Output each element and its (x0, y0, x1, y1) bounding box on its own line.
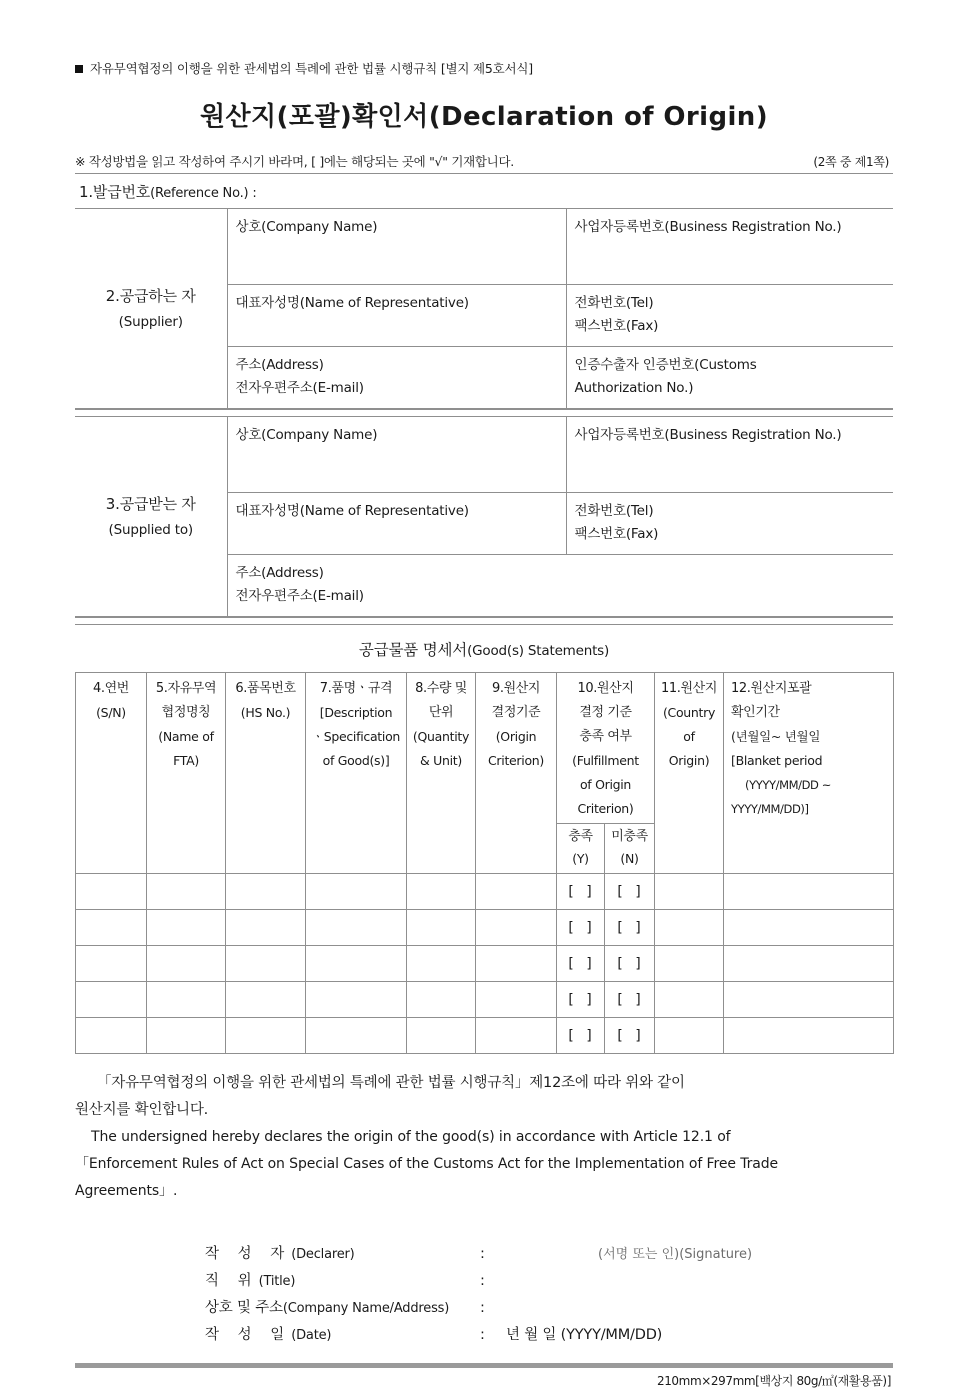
col-hs-no: 6. (235, 681, 247, 696)
cell-sn[interactable] (76, 874, 147, 910)
col-ful-en3: Criterion) (577, 801, 634, 816)
col-desc-en1: [Description (319, 705, 393, 720)
supplied-to-contact-cell[interactable] (566, 493, 893, 555)
col-crit-no: 9. (491, 681, 504, 696)
col-fta-ko2: 협정명칭 (161, 705, 211, 720)
cell-country-of-origin[interactable] (655, 910, 724, 946)
cell-description[interactable] (306, 1018, 407, 1054)
reference-no-row (75, 174, 893, 208)
cell-origin-criterion[interactable] (476, 874, 557, 910)
cell-fta[interactable] (147, 1018, 226, 1054)
company-colon: : (480, 1300, 485, 1316)
cell-fta[interactable] (147, 982, 226, 1018)
reference-no-label-en: (Reference No.) : (150, 186, 257, 201)
declarer-label-en: (Declarer) (291, 1247, 355, 1262)
supplier-email-label: 전자우편주소(E-mail) (235, 380, 364, 396)
col-ful-en1: (Fulfillment (572, 753, 639, 768)
col-ful-ko: 원산지 (597, 681, 634, 696)
checkbox-fulfill-yes[interactable]: [ ] (557, 874, 605, 910)
page-content (75, 60, 893, 1389)
checkbox-fulfill-no[interactable]: [ ] (605, 874, 655, 910)
declarer-colon: : (480, 1246, 485, 1262)
cell-sn[interactable] (76, 910, 147, 946)
supplied-to-company-name-label: 상호(Company Name) (235, 427, 378, 443)
col-crit-en1: (Origin (495, 729, 537, 744)
cell-quantity[interactable] (407, 946, 476, 982)
cell-country-of-origin[interactable] (655, 946, 724, 982)
cell-hs[interactable] (226, 1018, 306, 1054)
notice-text: ※ 작성방법을 읽고 작성하여 주시기 바라며, [ ]에는 해당되는 곳에 "√" 기재합니다. (75, 154, 514, 169)
col-ful-n-en: (N) (620, 851, 639, 866)
col-header-quantity (407, 673, 476, 874)
table-row (76, 946, 894, 982)
col-qty-en1: (Quantity (412, 729, 470, 744)
supplier-company-name-cell[interactable] (227, 209, 566, 285)
supplied-to-brn-label: 사업자등록번호(Business Registration No.) (574, 427, 842, 443)
cell-quantity[interactable] (407, 982, 476, 1018)
supplied-to-email-label: 전자우편주소(E-mail) (235, 588, 364, 604)
supplier-fax-label: 팩스번호(Fax) (574, 318, 659, 334)
declarer-label-ko: 작 성 자 (205, 1246, 292, 1262)
supplier-table (75, 208, 893, 409)
col-coo-no: 11. (661, 681, 681, 696)
signature-row-declarer (205, 1241, 893, 1268)
supplier-tel-label: 전화번호(Tel) (574, 295, 654, 311)
supplier-representative-label: 대표자성명(Name of Representative) (235, 295, 469, 311)
page-title: 원산지(포괄)확인서(Declaration of Origin) (200, 102, 768, 132)
col-desc-no: 7. (319, 681, 332, 696)
cell-hs[interactable] (226, 910, 306, 946)
col-header-fulfillment (557, 673, 655, 824)
title-label (205, 1268, 480, 1295)
cell-blanket-period[interactable] (724, 1018, 894, 1054)
cell-blanket-period[interactable] (724, 910, 894, 946)
cell-quantity[interactable] (407, 874, 476, 910)
table-row (76, 910, 894, 946)
col-fta-en1: (Name of (158, 729, 214, 744)
col-header-fta (147, 673, 226, 874)
supplier-address-cell[interactable] (227, 347, 566, 409)
supplied-to-company-name-cell[interactable] (227, 417, 566, 493)
table-row (75, 209, 893, 285)
col-qty-ko: 수량 및 (426, 681, 467, 696)
col-hs-ko: 품목번호 (246, 681, 296, 696)
col-crit-ko2: 결정기준 (491, 705, 541, 720)
section-divider-double (75, 409, 893, 417)
col-ful-n-ko: 미충족 (611, 829, 648, 844)
signature-row-company (205, 1295, 893, 1322)
cell-origin-criterion[interactable] (476, 982, 557, 1018)
cell-country-of-origin[interactable] (655, 982, 724, 1018)
paper-spec: 210mm×297mm[백상지 80g/㎡(재활용품)] (656, 1374, 891, 1388)
col-coo-en1: (Country (662, 705, 716, 720)
checkbox-fulfill-no[interactable]: [ ] (605, 910, 655, 946)
declaration-ko-line-1: 「자유무역협정의 이행을 위한 관세법의 특례에 관한 법률 시행규칙」제12조에 따라 위와 같이 (97, 1075, 685, 1091)
declaration-ko-line-2: 원산지를 확인합니다. (75, 1102, 209, 1118)
col-ful-ko3: 충족 여부 (579, 729, 632, 744)
cell-origin-criterion[interactable] (476, 1018, 557, 1054)
col-qty-no: 8. (415, 681, 427, 696)
supplier-contact-cell[interactable] (566, 285, 893, 347)
cell-fta[interactable] (147, 874, 226, 910)
col-ful-y-en: (Y) (572, 851, 589, 866)
col-blk-en3: (YYYY/MM/DD ~ (745, 778, 831, 792)
company-label-en: (Company Name/Address) (282, 1301, 450, 1316)
supplier-brn-cell[interactable] (566, 209, 893, 285)
supplied-to-representative-label: 대표자성명(Name of Representative) (235, 503, 469, 519)
notice-row (75, 152, 893, 173)
supplied-to-label: 3.공급받는 자 (105, 494, 196, 513)
cell-fta[interactable] (147, 946, 226, 982)
col-ful-no: 10. (577, 681, 597, 696)
declaration-en-line-1: The undersigned hereby declares the origin of the good(s) in accordance with Article 12.1 of (91, 1129, 731, 1145)
declaration-en-line-2: 「Enforcement Rules of Act on Special Cases of the Customs Act for the Implementation of Free Trade (75, 1156, 779, 1172)
supplied-to-label-cell (75, 417, 227, 617)
cell-sn[interactable] (76, 1018, 147, 1054)
goods-section-divider-double (75, 617, 893, 625)
goods-section-title-ko: 공급물품 명세서 (358, 641, 468, 659)
declarer-label (205, 1241, 480, 1268)
cell-description[interactable] (306, 982, 407, 1018)
col-fta-en2: FTA) (173, 753, 199, 768)
goods-body (76, 874, 894, 1054)
goods-section-title-en: (Good(s) Statements) (467, 643, 610, 659)
company-label (205, 1295, 480, 1322)
col-blk-en2: [Blanket period (731, 753, 823, 768)
col-sn-ko: 연번 (104, 681, 129, 696)
cell-country-of-origin[interactable] (655, 874, 724, 910)
title-label-en: (Title) (258, 1274, 296, 1289)
signature-row-title (205, 1268, 893, 1295)
supplier-label-cell (75, 209, 227, 409)
col-coo-en3: Origin) (668, 753, 710, 768)
signature-block (75, 1241, 893, 1349)
checkbox-fulfill-no[interactable]: [ ] (605, 982, 655, 1018)
checkbox-fulfill-no[interactable]: [ ] (605, 946, 655, 982)
supplied-to-brn-cell[interactable] (566, 417, 893, 493)
declaration-en-line-3: Agreements」. (75, 1183, 178, 1199)
col-header-hs (226, 673, 306, 874)
cell-country-of-origin[interactable] (655, 1018, 724, 1054)
table-row (76, 874, 894, 910)
col-header-fulfill-yes (557, 824, 605, 874)
supplier-brn-label: 사업자등록번호(Business Registration No.) (574, 219, 842, 235)
cell-sn[interactable] (76, 982, 147, 1018)
cell-origin-criterion[interactable] (476, 946, 557, 982)
supplied-to-fax-label: 팩스번호(Fax) (574, 526, 659, 542)
reference-no-label: 1.발급번호 (79, 183, 151, 201)
col-desc-ko: 품명ㆍ규격 (331, 681, 393, 696)
cell-sn[interactable] (76, 946, 147, 982)
supplier-representative-cell[interactable] (227, 285, 566, 347)
checkbox-fulfill-yes[interactable]: [ ] (557, 946, 605, 982)
col-header-sn (76, 673, 147, 874)
col-desc-en2: ㆍSpecification (311, 729, 401, 744)
cell-fta[interactable] (147, 910, 226, 946)
date-colon: : (480, 1327, 485, 1343)
supplier-customs-auth-label-2: Authorization No.) (574, 380, 694, 396)
cell-hs[interactable] (226, 946, 306, 982)
filled-square-icon (75, 65, 83, 73)
form-reference-line (75, 60, 893, 78)
cell-hs[interactable] (226, 982, 306, 1018)
table-row (76, 1018, 894, 1054)
cell-description[interactable] (306, 874, 407, 910)
col-header-country-of-origin (655, 673, 724, 874)
date-label (205, 1322, 480, 1349)
cell-description[interactable] (306, 910, 407, 946)
col-header-description (306, 673, 407, 874)
col-fta-no: 5. (155, 681, 168, 696)
cell-quantity[interactable] (407, 910, 476, 946)
col-header-blanket-period (724, 673, 894, 874)
supplied-to-address-cell[interactable] (227, 555, 893, 617)
supplier-label: 2.공급하는 자 (105, 286, 196, 305)
goods-section-title (75, 625, 893, 672)
supplied-to-label-en: (Supplied to) (108, 521, 193, 538)
supplier-customs-auth-cell[interactable] (566, 347, 893, 409)
col-desc-en3: of Good(s)] (322, 753, 390, 768)
col-blk-en4: YYYY/MM/DD)] (731, 802, 809, 816)
cell-origin-criterion[interactable] (476, 910, 557, 946)
checkbox-fulfill-yes[interactable]: [ ] (557, 982, 605, 1018)
col-ful-en2: of Origin (579, 777, 632, 792)
supplied-to-tel-label: 전화번호(Tel) (574, 503, 654, 519)
supplier-company-name-label: 상호(Company Name) (235, 219, 378, 235)
col-ful-ko2: 결정 기준 (579, 705, 632, 720)
col-blk-ko2: 확인기간 (731, 705, 780, 720)
checkbox-fulfill-no[interactable]: [ ] (605, 1018, 655, 1054)
checkbox-fulfill-yes[interactable]: [ ] (557, 1018, 605, 1054)
col-crit-en2: Criterion) (488, 753, 544, 768)
col-header-origin-criterion (476, 673, 557, 874)
date-label-en: (Date) (291, 1328, 332, 1343)
supplier-customs-auth-label-1: 인증수출자 인증번호(Customs (574, 357, 757, 373)
title-colon: : (480, 1273, 485, 1289)
col-crit-ko: 원산지 (503, 681, 541, 696)
col-ful-y-ko: 충족 (568, 829, 593, 844)
supplier-address-label: 주소(Address) (235, 357, 324, 373)
date-label-ko: 작 성 일 (205, 1327, 292, 1343)
col-sn-no: 4. (93, 681, 105, 696)
col-blk-ko: 원산지포괄 (750, 681, 812, 696)
cell-quantity[interactable] (407, 1018, 476, 1054)
title-label-ko: 직 위 (205, 1273, 259, 1289)
col-hs-en: (HS No.) (240, 705, 291, 720)
declaration-text (75, 1070, 893, 1205)
col-qty-en2: & Unit) (420, 753, 462, 768)
supplied-to-representative-cell[interactable] (227, 493, 566, 555)
table-row (76, 982, 894, 1018)
page-indicator: (2쪽 중 제1쪽) (813, 155, 889, 169)
col-sn-en: (S/N) (96, 705, 126, 720)
cell-description[interactable] (306, 946, 407, 982)
col-blk-en1: (년월일~ 년월일 (731, 729, 821, 744)
col-qty-ko2: 단위 (428, 705, 454, 720)
table-row (75, 417, 893, 493)
goods-header-row (76, 673, 894, 824)
company-label-ko: 상호 및 주소 (205, 1300, 283, 1316)
cell-blanket-period[interactable] (724, 874, 894, 910)
col-coo-en2: of (683, 729, 695, 744)
goods-statements-table (75, 672, 894, 1054)
cell-blanket-period[interactable] (724, 982, 894, 1018)
supplier-label-en: (Supplier) (118, 313, 183, 330)
col-header-fulfill-no (605, 824, 655, 874)
signature-row-date (205, 1322, 893, 1349)
cell-blanket-period[interactable] (724, 946, 894, 982)
supplied-to-address-label: 주소(Address) (235, 565, 324, 581)
date-value[interactable]: 년 월 일 (YYYY/MM/DD) (506, 1327, 663, 1343)
checkbox-fulfill-yes[interactable]: [ ] (557, 910, 605, 946)
col-coo-ko: 원산지 (680, 681, 717, 696)
cell-hs[interactable] (226, 874, 306, 910)
col-blk-no: 12. (731, 681, 751, 696)
col-fta-ko: 자유무역 (167, 681, 217, 696)
supplied-to-table (75, 417, 893, 617)
signature-note: (서명 또는 인)(Signature) (598, 1247, 753, 1262)
form-reference-text: 자유무역협정의 이행을 위한 관세법의 특례에 관한 법률 시행규칙 [별지 제5호서식] (90, 61, 533, 76)
